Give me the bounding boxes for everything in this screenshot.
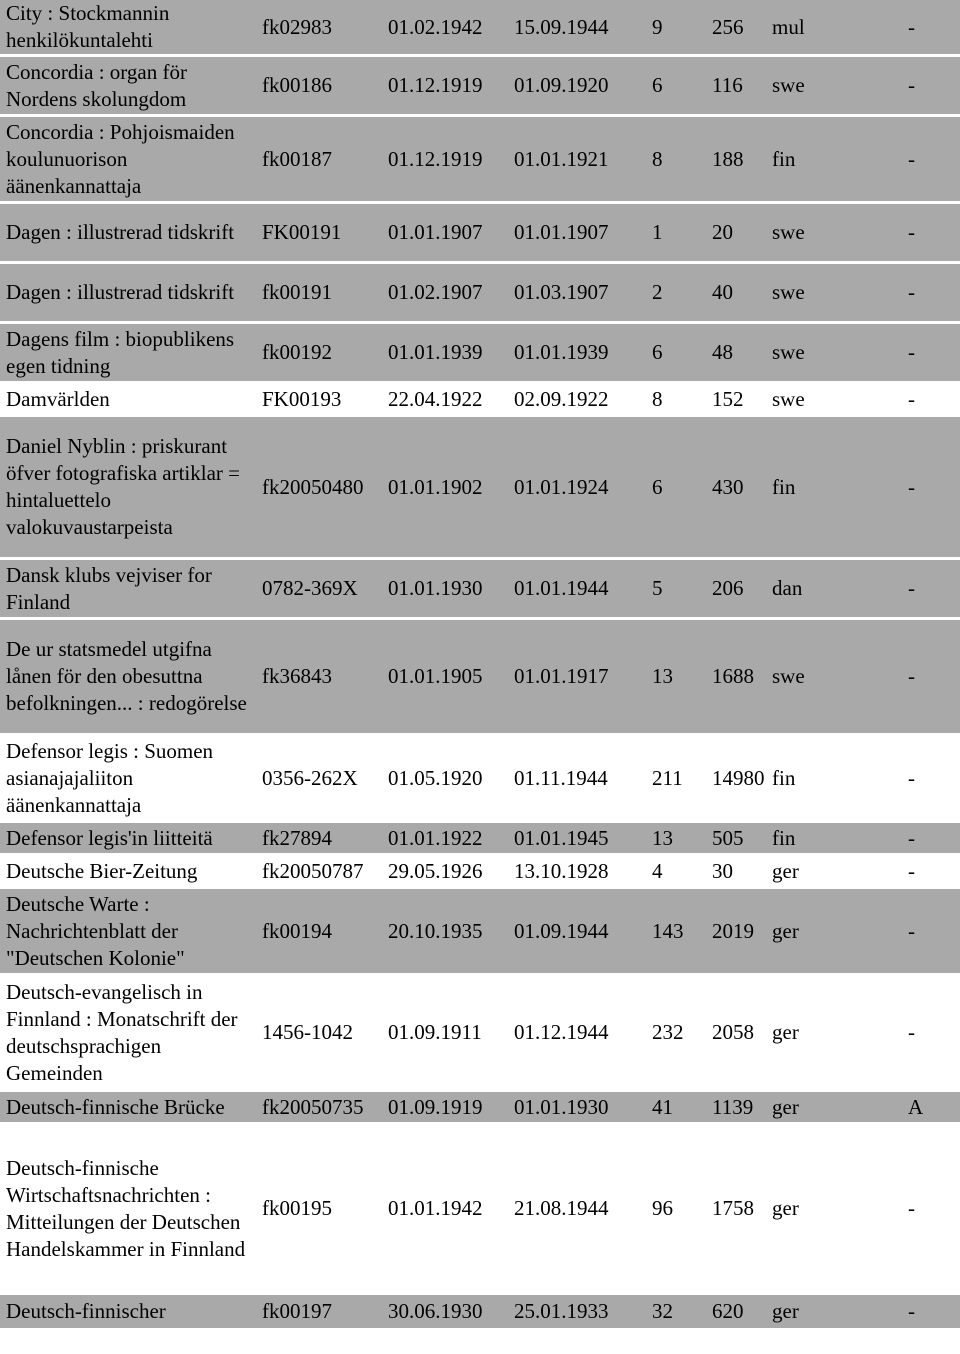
cell-status: -: [902, 1295, 960, 1331]
cell-title: Deutsch-evangelisch in Finnland : Monatschrift der deutschsprachigen Gemeinden: [0, 976, 256, 1092]
cell-status: -: [902, 823, 960, 856]
cell-status: -: [902, 417, 960, 560]
cell-code: fk02983: [256, 0, 382, 57]
cell-end-date: 01.01.1945: [508, 823, 646, 856]
cell-start-date: 01.09.1911: [382, 976, 508, 1092]
cell-start-date: 01.12.1919: [382, 57, 508, 117]
cell-issues: 5: [646, 560, 706, 620]
cell-start-date: 01.01.1907: [382, 204, 508, 264]
cell-issues: 2: [646, 264, 706, 324]
cell-language: fin: [766, 823, 902, 856]
cell-title: Deutsch-finnische Wirtschaftsnachrichten : Mitteilungen der Deutschen Handelskammer in Finnland: [0, 1125, 256, 1295]
cell-code: 1456-1042: [256, 976, 382, 1092]
cell-pages: 1688: [706, 620, 766, 736]
cell-start-date: 01.05.1920: [382, 736, 508, 823]
cell-issues: 143: [646, 889, 706, 976]
cell-title: Dagen : illustrerad tidskrift: [0, 204, 256, 264]
cell-language: fin: [766, 417, 902, 560]
cell-issues: 41: [646, 1092, 706, 1125]
cell-code: FK00193: [256, 384, 382, 417]
cell-start-date: 22.04.1922: [382, 384, 508, 417]
cell-code: fk36843: [256, 620, 382, 736]
cell-issues: 9: [646, 0, 706, 57]
cell-pages: 2019: [706, 889, 766, 976]
cell-title: Concordia : organ för Nordens skolungdom: [0, 57, 256, 117]
cell-code: fk00192: [256, 324, 382, 384]
cell-start-date: 30.06.1930: [382, 1295, 508, 1331]
cell-end-date: 01.09.1920: [508, 57, 646, 117]
cell-end-date: 02.09.1922: [508, 384, 646, 417]
table-row: [0, 1125, 960, 1295]
cell-pages: 40: [706, 264, 766, 324]
cell-status: A: [902, 1092, 960, 1125]
cell-pages: 48: [706, 324, 766, 384]
cell-issues: 1: [646, 204, 706, 264]
cell-start-date: 01.12.1919: [382, 117, 508, 204]
cell-language: swe: [766, 324, 902, 384]
cell-end-date: 01.01.1944: [508, 560, 646, 620]
table-row: [0, 0, 960, 57]
cell-title: Deutsche Bier-Zeitung: [0, 856, 256, 889]
cell-language: ger: [766, 1092, 902, 1125]
cell-end-date: 01.03.1907: [508, 264, 646, 324]
cell-code: fk00197: [256, 1295, 382, 1331]
cell-pages: 116: [706, 57, 766, 117]
cell-pages: 188: [706, 117, 766, 204]
cell-code: 0782-369X: [256, 560, 382, 620]
cell-start-date: 20.10.1935: [382, 889, 508, 976]
cell-issues: 4: [646, 856, 706, 889]
cell-end-date: 21.08.1944: [508, 1125, 646, 1295]
cell-language: dan: [766, 560, 902, 620]
cell-end-date: 13.10.1928: [508, 856, 646, 889]
cell-language: ger: [766, 1125, 902, 1295]
cell-start-date: 01.09.1919: [382, 1092, 508, 1125]
cell-title: Dagen : illustrerad tidskrift: [0, 264, 256, 324]
cell-issues: 6: [646, 417, 706, 560]
cell-status: -: [902, 117, 960, 204]
cell-title: Concordia : Pohjoismaiden koulunuorison äänenkannattaja: [0, 117, 256, 204]
cell-title: Daniel Nyblin : priskurant öfver fotografiska artiklar = hintaluettelo valokuvaustarpeista: [0, 417, 256, 560]
table-row: [0, 1092, 960, 1125]
cell-end-date: 01.01.1917: [508, 620, 646, 736]
cell-start-date: 01.01.1902: [382, 417, 508, 560]
cell-status: -: [902, 1125, 960, 1295]
cell-title: Defensor legis'in liitteitä: [0, 823, 256, 856]
cell-issues: 8: [646, 117, 706, 204]
cell-end-date: 01.01.1907: [508, 204, 646, 264]
cell-language: swe: [766, 384, 902, 417]
cell-start-date: 29.05.1926: [382, 856, 508, 889]
cell-title: Deutsch-finnische Brücke: [0, 1092, 256, 1125]
cell-end-date: 01.01.1924: [508, 417, 646, 560]
cell-status: -: [902, 204, 960, 264]
cell-title: Damvärlden: [0, 384, 256, 417]
table-row: [0, 324, 960, 384]
cell-end-date: 01.01.1930: [508, 1092, 646, 1125]
table-row: [0, 417, 960, 560]
cell-code: fk00195: [256, 1125, 382, 1295]
cell-code: fk27894: [256, 823, 382, 856]
cell-pages: 1758: [706, 1125, 766, 1295]
cell-issues: 13: [646, 620, 706, 736]
cell-code: fk00191: [256, 264, 382, 324]
cell-title: Dagens film : biopublikens egen tidning: [0, 324, 256, 384]
cell-language: swe: [766, 57, 902, 117]
cell-issues: 6: [646, 57, 706, 117]
table-row: [0, 856, 960, 889]
cell-language: ger: [766, 856, 902, 889]
cell-start-date: 01.02.1942: [382, 0, 508, 57]
table-row: [0, 117, 960, 204]
cell-end-date: 01.11.1944: [508, 736, 646, 823]
cell-end-date: 01.01.1921: [508, 117, 646, 204]
cell-pages: 505: [706, 823, 766, 856]
cell-start-date: 01.01.1922: [382, 823, 508, 856]
cell-status: -: [902, 264, 960, 324]
table-row: [0, 736, 960, 823]
cell-start-date: 01.01.1939: [382, 324, 508, 384]
cell-language: ger: [766, 1295, 902, 1331]
cell-pages: 1139: [706, 1092, 766, 1125]
cell-pages: 30: [706, 856, 766, 889]
cell-code: 0356-262X: [256, 736, 382, 823]
cell-title: Dansk klubs vejviser for Finland: [0, 560, 256, 620]
cell-title: Deutsche Warte : Nachrichtenblatt der "Deutschen Kolonie": [0, 889, 256, 976]
cell-status: -: [902, 324, 960, 384]
cell-code: FK00191: [256, 204, 382, 264]
cell-status: -: [902, 736, 960, 823]
table-row: [0, 620, 960, 736]
cell-status: -: [902, 384, 960, 417]
cell-issues: 32: [646, 1295, 706, 1331]
cell-end-date: 01.12.1944: [508, 976, 646, 1092]
cell-title: City : Stockmannin henkilökuntalehti: [0, 0, 256, 57]
cell-code: fk20050480: [256, 417, 382, 560]
cell-language: fin: [766, 117, 902, 204]
cell-status: -: [902, 976, 960, 1092]
table-row: [0, 823, 960, 856]
cell-end-date: 15.09.1944: [508, 0, 646, 57]
cell-status: -: [902, 560, 960, 620]
cell-language: ger: [766, 889, 902, 976]
cell-language: mul: [766, 0, 902, 57]
cell-start-date: 01.01.1942: [382, 1125, 508, 1295]
cell-pages: 256: [706, 0, 766, 57]
cell-language: swe: [766, 264, 902, 324]
cell-code: fk20050735: [256, 1092, 382, 1125]
cell-title: Defensor legis : Suomen asianajajaliiton äänenkannattaja: [0, 736, 256, 823]
table-row: [0, 57, 960, 117]
cell-pages: 14980: [706, 736, 766, 823]
cell-issues: 96: [646, 1125, 706, 1295]
cell-language: swe: [766, 204, 902, 264]
table-row: [0, 264, 960, 324]
cell-issues: 211: [646, 736, 706, 823]
cell-title: Deutsch-finnischer: [0, 1295, 256, 1331]
table-row: [0, 560, 960, 620]
table-row: [0, 889, 960, 976]
cell-language: fin: [766, 736, 902, 823]
cell-issues: 13: [646, 823, 706, 856]
cell-end-date: 01.01.1939: [508, 324, 646, 384]
table-row: [0, 976, 960, 1092]
cell-issues: 6: [646, 324, 706, 384]
cell-pages: 206: [706, 560, 766, 620]
cell-pages: 20: [706, 204, 766, 264]
cell-language: ger: [766, 976, 902, 1092]
cell-issues: 8: [646, 384, 706, 417]
cell-start-date: 01.01.1905: [382, 620, 508, 736]
table-row: [0, 384, 960, 417]
cell-pages: 152: [706, 384, 766, 417]
cell-issues: 232: [646, 976, 706, 1092]
cell-code: fk00186: [256, 57, 382, 117]
cell-pages: 620: [706, 1295, 766, 1331]
table-row: [0, 1295, 960, 1331]
cell-status: -: [902, 0, 960, 57]
cell-status: -: [902, 856, 960, 889]
cell-status: -: [902, 889, 960, 976]
table-row: [0, 204, 960, 264]
cell-pages: 2058: [706, 976, 766, 1092]
cell-code: fk00194: [256, 889, 382, 976]
cell-start-date: 01.02.1907: [382, 264, 508, 324]
cell-end-date: 01.09.1944: [508, 889, 646, 976]
cell-status: -: [902, 620, 960, 736]
cell-pages: 430: [706, 417, 766, 560]
cell-code: fk00187: [256, 117, 382, 204]
cell-end-date: 25.01.1933: [508, 1295, 646, 1331]
cell-language: swe: [766, 620, 902, 736]
cell-start-date: 01.01.1930: [382, 560, 508, 620]
cell-status: -: [902, 57, 960, 117]
cell-title: De ur statsmedel utgifna lånen för den obesuttna befolkningen... : redogörelse: [0, 620, 256, 736]
cell-code: fk20050787: [256, 856, 382, 889]
